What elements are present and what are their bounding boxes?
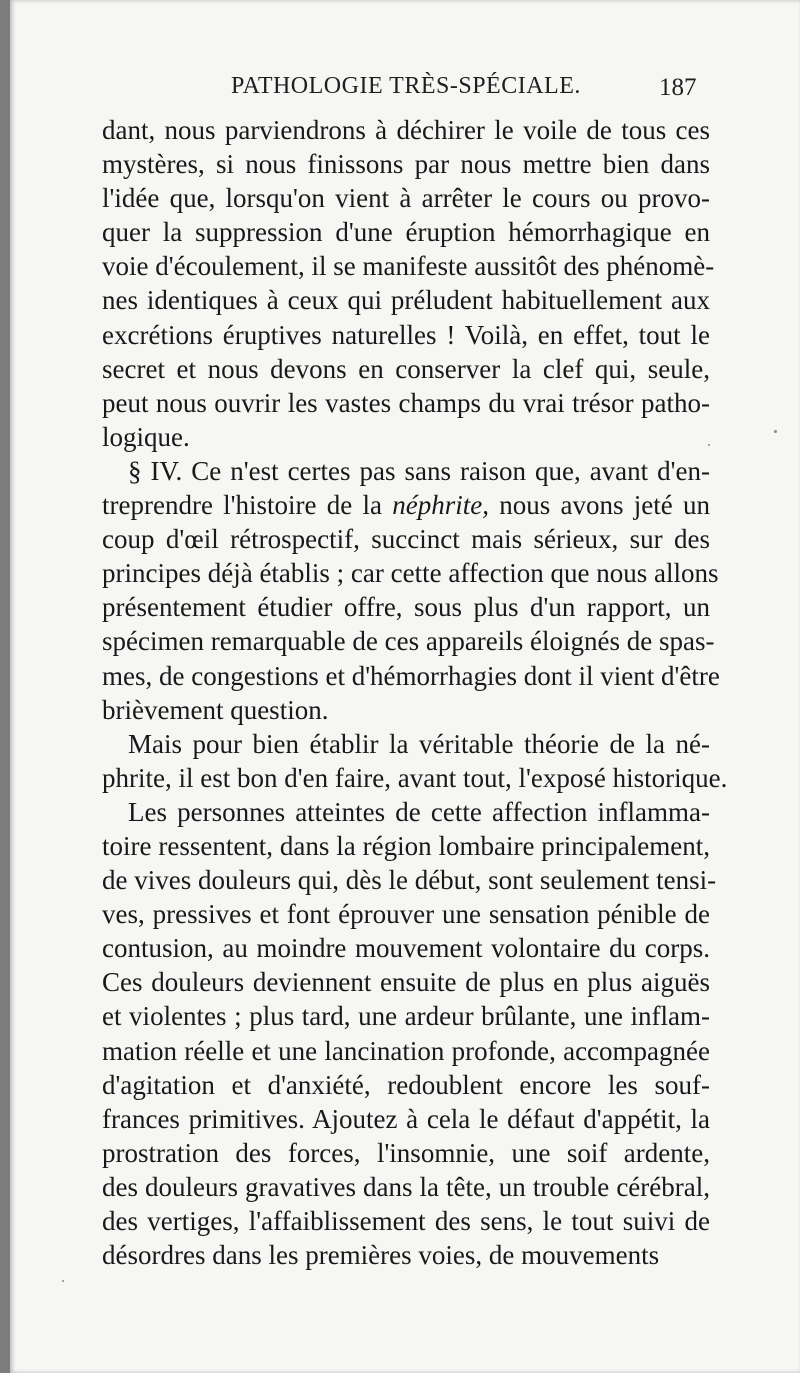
text-line: § IV. Ce n'est certes pas sans raison que, avant d'en-	[128, 455, 710, 486]
text-line: Mais pour bien établir la véritable théorie de la né-	[128, 728, 710, 759]
italic-term: néphrite,	[392, 490, 489, 521]
text-line: treprendre l'histoire de la néphrite, nous avons jeté un	[102, 490, 710, 521]
text-line: l'idée que, lorsqu'on vient à arrêter le cours ou provo-	[102, 183, 710, 214]
text-line: ves, pressives et font éprouver une sensation pénible de	[102, 899, 710, 930]
text-line: des vertiges, l'affaiblissement des sens, le tout suivi de	[102, 1206, 710, 1236]
text-line: peut nous ouvrir les vastes champs du vrai trésor patho-	[102, 387, 710, 418]
text-line: spécimen remarquable de ces appareils éloignés de spas-	[102, 626, 715, 657]
text-line: logique.	[102, 421, 190, 452]
text-line: excrétions éruptives naturelles ! Voilà, en effet, tout le	[102, 319, 710, 350]
text-line: dant, nous parviendrons à déchirer le voile de tous ces	[102, 115, 710, 145]
text-line: contusion, au moindre mouvement volontaire du corps.	[102, 933, 710, 964]
text-line: et violentes ; plus tard, une ardeur brûlante, une inflam-	[102, 1001, 710, 1032]
page-header	[10, 73, 800, 113]
text-line: brièvement question.	[102, 694, 329, 725]
text-line: d'agitation et d'anxiété, redoublent encore les souf-	[102, 1069, 710, 1100]
text-line: de vives douleurs qui, dès le début, sont seulement tensi-	[102, 865, 717, 896]
text-line: désordres dans les premières voies, de mouvements	[102, 1240, 660, 1271]
text-line: secret et nous devons en conserver la clef qui, seule,	[102, 353, 710, 384]
page-number: 187	[659, 74, 697, 101]
text-line: coup d'œil rétrospectif, succinct mais sérieux, sur des	[102, 524, 710, 555]
body-text	[102, 113, 728, 1272]
text-line: Ces douleurs deviennent ensuite de plus en plus aiguës	[102, 967, 710, 998]
text-line: quer la suppression d'une éruption hémorrhagique en	[102, 217, 710, 248]
text-line: prostration des forces, l'insomnie, une soif ardente,	[102, 1137, 710, 1168]
paper-speck	[708, 444, 710, 446]
text-line: principes déjà établis ; car cette affection que nous allons	[102, 558, 719, 589]
text-line: des douleurs gravatives dans la tête, un trouble cérébral,	[102, 1171, 710, 1202]
text-line: nes identiques à ceux qui préludent habituellement aux	[102, 285, 710, 316]
text-line: Les personnes atteintes de cette affection inflamma-	[128, 796, 710, 827]
text-line: frances primitives. Ajoutez à cela le défaut d'appétit, la	[102, 1103, 710, 1134]
text-line: mystères, si nous finissons par nous mettre bien dans	[102, 149, 710, 180]
text-line: mes, de congestions et d'hémorrhagies dont il vient d'être	[102, 660, 720, 691]
paper-speck	[774, 430, 777, 433]
book-page	[10, 0, 800, 1373]
running-head: PATHOLOGIE TRÈS-SPÉCIALE.	[231, 73, 581, 99]
text-line: mation réelle et une lancination profonde, accompagnée	[102, 1035, 710, 1066]
text-line: présentement étudier offre, sous plus d'un rapport, un	[102, 592, 710, 623]
text-line: toire ressentent, dans la région lombaire principalement,	[102, 830, 710, 861]
text-line: phrite, il est bon d'en faire, avant tout, l'exposé historique.	[102, 762, 728, 793]
paper-speck	[62, 1280, 64, 1282]
text-line: voie d'écoulement, il se manifeste aussitôt des phénomè-	[102, 251, 715, 282]
